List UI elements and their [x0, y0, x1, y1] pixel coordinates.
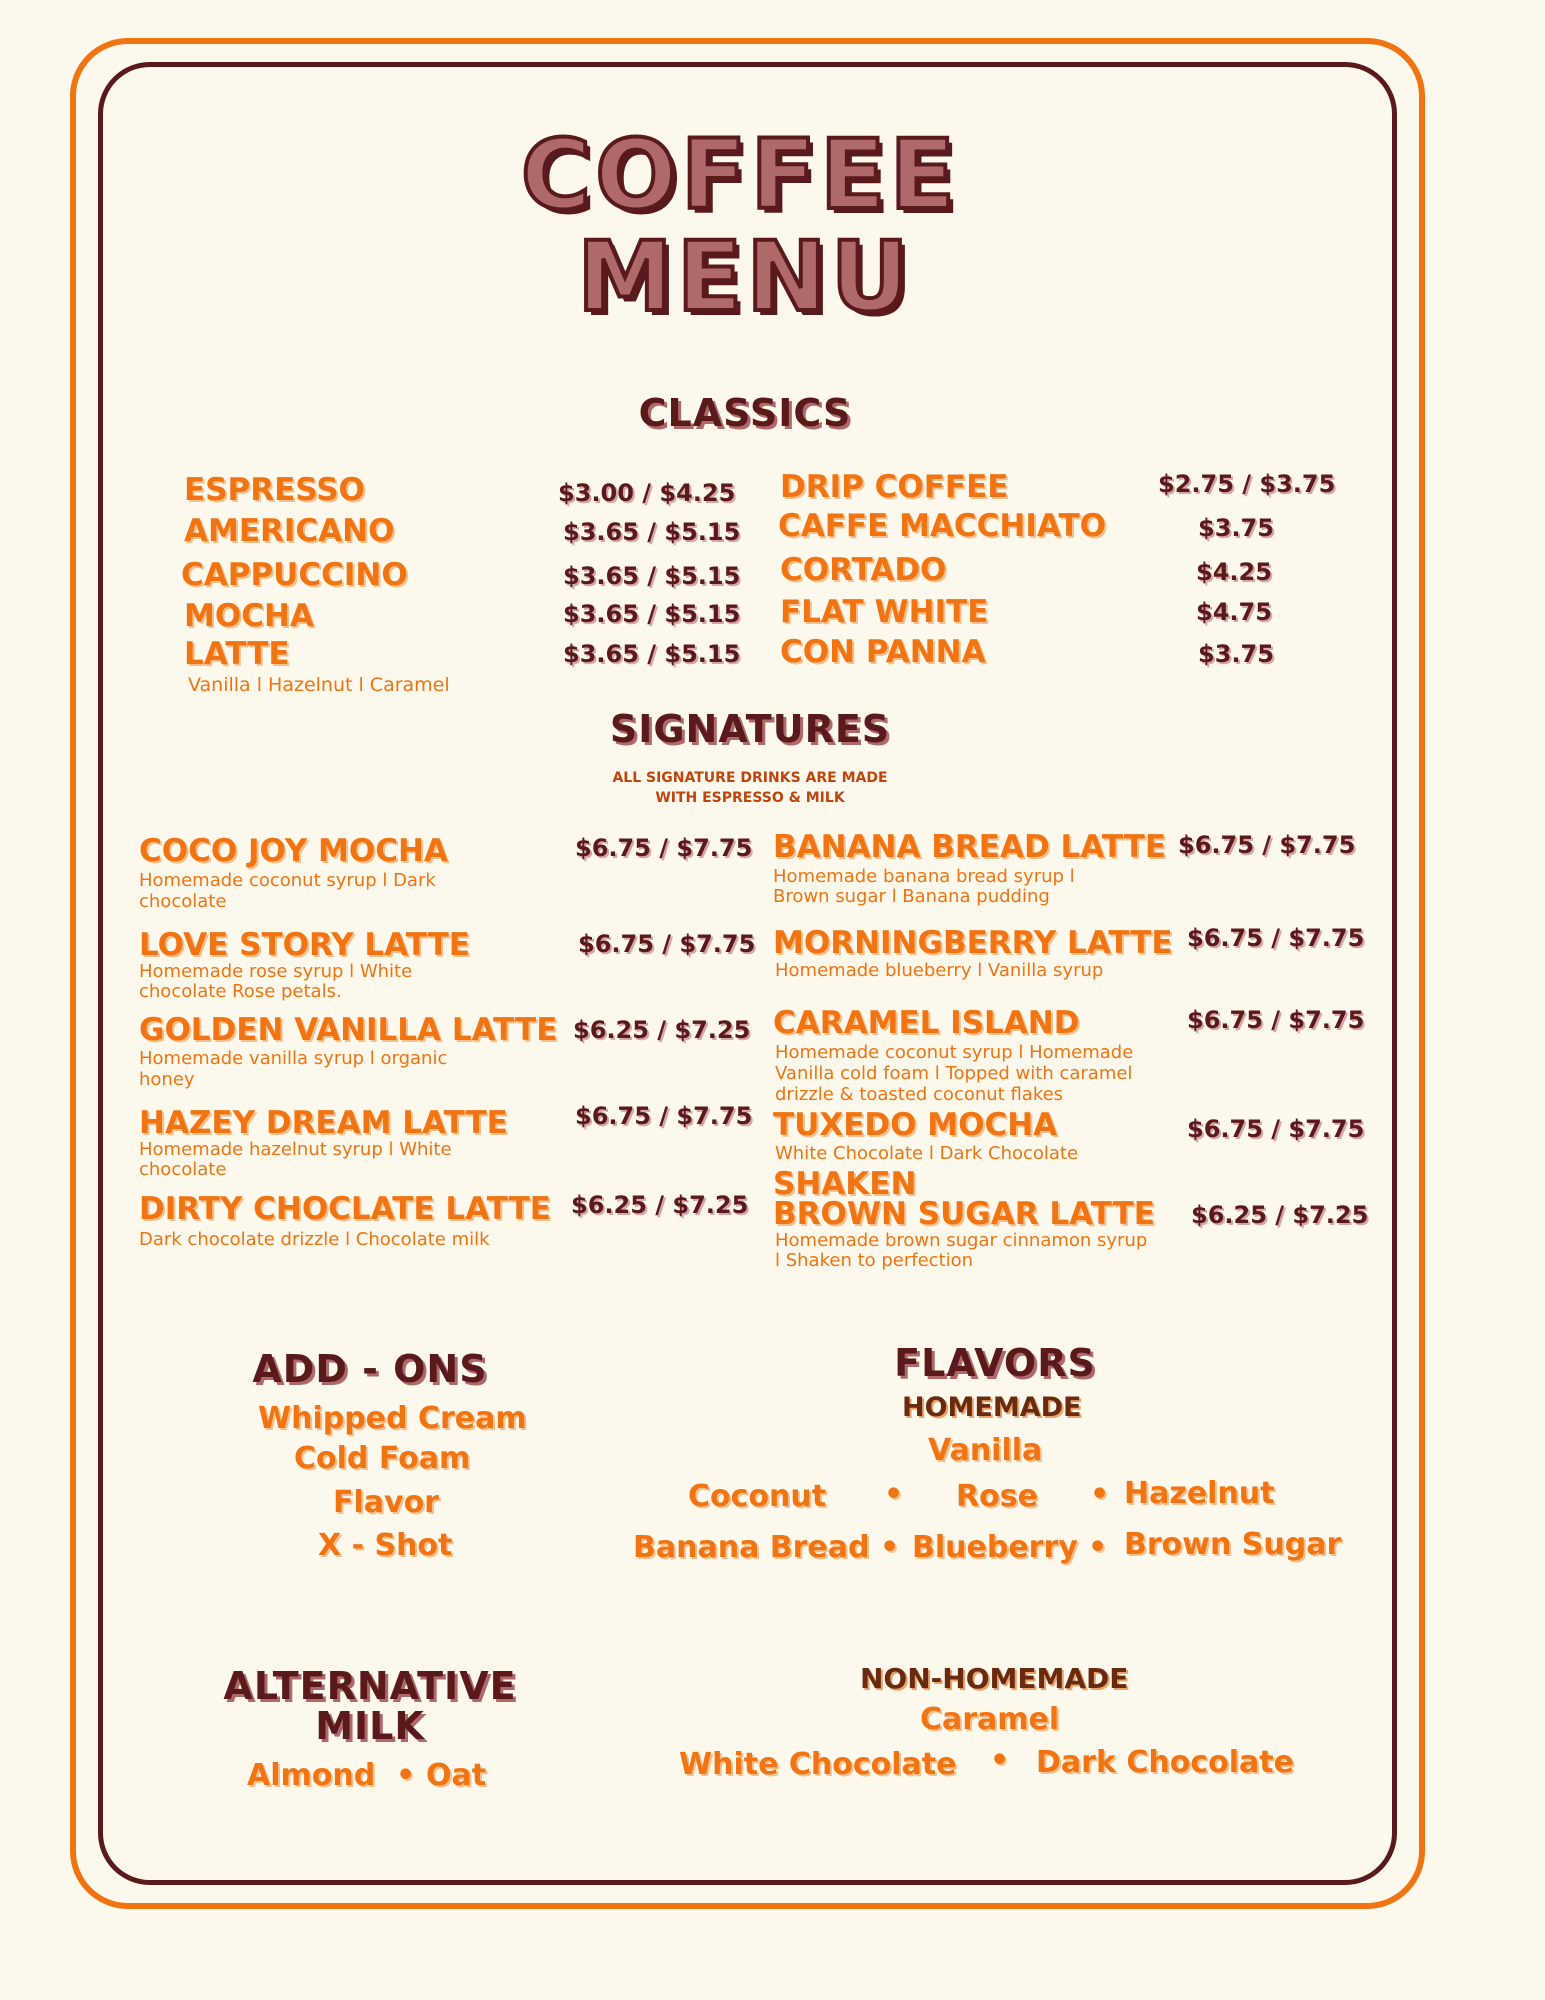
menu-title-line1: COFFEE	[520, 119, 960, 231]
bullet-separator: •	[1088, 1530, 1108, 1565]
flavor-caramel: Caramel	[920, 1702, 1060, 1737]
signatures-note-line1: ALL SIGNATURE DRINKS ARE MADE	[612, 770, 888, 786]
classic-item-price: $3.75	[1198, 640, 1274, 668]
menu-title-line2: MENU	[577, 221, 913, 333]
signature-item-name: SHAKEN	[773, 1166, 917, 1202]
signature-item-name: BANANA BREAD LATTE	[773, 829, 1166, 865]
classic-item-price: $3.65 / $5.15	[563, 518, 741, 546]
alternative-milk-heading	[205, 1666, 535, 1746]
classics-heading: CLASSICS	[638, 391, 852, 435]
signature-item-desc: Homemade banana bread syrup l	[773, 866, 1075, 887]
classic-item-name: CAFFE MACCHIATO	[778, 508, 1106, 544]
bullet-separator: •	[1090, 1477, 1110, 1512]
signature-item-price: $6.75 / $7.75	[1178, 831, 1356, 859]
classic-item-price: $3.65 / $5.15	[563, 600, 741, 628]
signature-item-desc: Brown sugar l Banana pudding	[773, 886, 1050, 907]
milk-oat: Oat	[426, 1758, 487, 1793]
milk-almond: Almond	[247, 1758, 376, 1793]
classic-item-name: MOCHA	[184, 598, 314, 634]
classic-item-name: AMERICANO	[184, 513, 395, 549]
signature-item-desc: Vanilla cold foam l Topped with caramel	[775, 1063, 1133, 1084]
bullet-separator: •	[884, 1477, 904, 1512]
signature-item-price: $6.25 / $7.25	[1191, 1201, 1369, 1229]
signatures-heading: SIGNATURES	[609, 707, 891, 751]
signature-item-price: $6.25 / $7.25	[573, 1016, 751, 1044]
signature-item-price: $6.75 / $7.75	[1187, 1006, 1365, 1034]
signature-item-name: GOLDEN VANILLA LATTE	[139, 1012, 558, 1048]
bullet-separator: •	[880, 1530, 900, 1565]
signature-item-price: $6.75 / $7.75	[575, 834, 753, 862]
flavor-vanilla: Vanilla	[928, 1433, 1043, 1468]
signature-item-name: CARAMEL ISLAND	[773, 1005, 1080, 1041]
classic-item-price: $3.00 / $4.25	[558, 479, 736, 507]
signature-item-desc: Homemade rose syrup l White	[139, 961, 413, 982]
signature-item-price: $6.75 / $7.75	[578, 930, 756, 958]
signature-item-desc: Homemade brown sugar cinnamon syrup	[775, 1230, 1148, 1251]
classic-item-name: CORTADO	[780, 552, 947, 588]
signature-item-price: $6.25 / $7.25	[571, 1191, 749, 1219]
signature-item-desc: chocolate	[139, 1159, 227, 1180]
flavors-heading: FLAVORS	[894, 1341, 1096, 1385]
addon-item: Whipped Cream	[258, 1401, 527, 1436]
signature-item-desc: drizzle & toasted coconut flakes	[775, 1084, 1064, 1105]
signature-item-desc: l Shaken to perfection	[775, 1250, 974, 1271]
flavor-banana-bread: Banana Bread	[633, 1530, 870, 1565]
classic-item-name: FLAT WHITE	[780, 594, 989, 630]
signature-item-desc: Homemade vanilla syrup l organic	[139, 1048, 448, 1069]
alternative-milk-heading-line2: MILK	[315, 1704, 425, 1748]
signature-item-name: HAZEY DREAM LATTE	[139, 1105, 508, 1141]
addon-item: Cold Foam	[294, 1441, 471, 1476]
signature-item-name: TUXEDO MOCHA	[773, 1107, 1058, 1143]
signature-item-desc: chocolate Rose petals.	[139, 981, 342, 1002]
non-homemade-heading: NON-HOMEMADE	[860, 1662, 1129, 1695]
bullet-separator: •	[990, 1743, 1010, 1778]
classic-item-price: $4.75	[1196, 598, 1272, 626]
classic-item-name: ESPRESSO	[184, 472, 365, 508]
homemade-heading: HOMEMADE	[902, 1392, 1082, 1423]
flavor-brown-sugar: Brown Sugar	[1124, 1527, 1342, 1562]
signature-item-desc: Homemade hazelnut syrup l White	[139, 1139, 452, 1160]
flavor-white-chocolate: White Chocolate	[679, 1747, 957, 1782]
signature-item-name: COCO JOY MOCHA	[139, 833, 448, 869]
signature-item-name: LOVE STORY LATTE	[139, 927, 470, 963]
classic-item-name: LATTE	[184, 636, 290, 672]
signature-item-name: BROWN SUGAR LATTE	[773, 1196, 1155, 1232]
flavor-hazelnut: Hazelnut	[1124, 1476, 1275, 1511]
alternative-milk-heading-line1: ALTERNATIVE	[223, 1664, 517, 1708]
signature-item-price: $6.75 / $7.75	[1187, 924, 1365, 952]
signature-item-desc: White Chocolate l Dark Chocolate	[775, 1143, 1079, 1164]
classic-item-price: $3.65 / $5.15	[563, 640, 741, 668]
flavor-coconut: Coconut	[688, 1479, 827, 1514]
classic-item-name: CON PANNA	[780, 634, 986, 670]
flavor-dark-chocolate: Dark Chocolate	[1036, 1745, 1294, 1780]
signature-item-desc: Homemade coconut syrup l Homemade	[775, 1042, 1134, 1063]
bullet-separator: •	[396, 1758, 416, 1793]
classic-item-name: CAPPUCCINO	[181, 557, 408, 593]
signature-item-desc: chocolate	[139, 891, 227, 912]
latte-flavor-note: Vanilla l Hazelnut l Caramel	[188, 674, 450, 696]
flavor-rose: Rose	[956, 1479, 1038, 1514]
signature-item-desc: Dark chocolate drizzle l Chocolate milk	[139, 1229, 490, 1250]
signatures-note-line2: WITH ESPRESSO & MILK	[655, 790, 845, 806]
addons-heading: ADD - ONS	[252, 1347, 488, 1391]
signature-item-desc: Homemade blueberry l Vanilla syrup	[775, 960, 1104, 981]
signature-item-name: DIRTY CHOCLATE LATTE	[139, 1191, 551, 1227]
classic-item-name: DRIP COFFEE	[780, 469, 1009, 505]
classic-item-price: $3.75	[1198, 514, 1274, 542]
signature-item-desc: honey	[139, 1069, 195, 1090]
signature-item-desc: Homemade coconut syrup l Dark	[139, 870, 436, 891]
classic-item-price: $2.75 / $3.75	[1158, 470, 1336, 498]
addon-item: Flavor	[333, 1485, 439, 1520]
signature-item-price: $6.75 / $7.75	[1187, 1115, 1365, 1143]
addon-item: X - Shot	[318, 1528, 453, 1563]
classic-item-price: $4.25	[1196, 558, 1272, 586]
signatures-note	[580, 768, 920, 808]
flavor-blueberry: Blueberry	[912, 1530, 1078, 1565]
signature-item-price: $6.75 / $7.75	[575, 1102, 753, 1130]
signature-item-name: MORNINGBERRY LATTE	[773, 925, 1173, 961]
classic-item-price: $3.65 / $5.15	[563, 562, 741, 590]
